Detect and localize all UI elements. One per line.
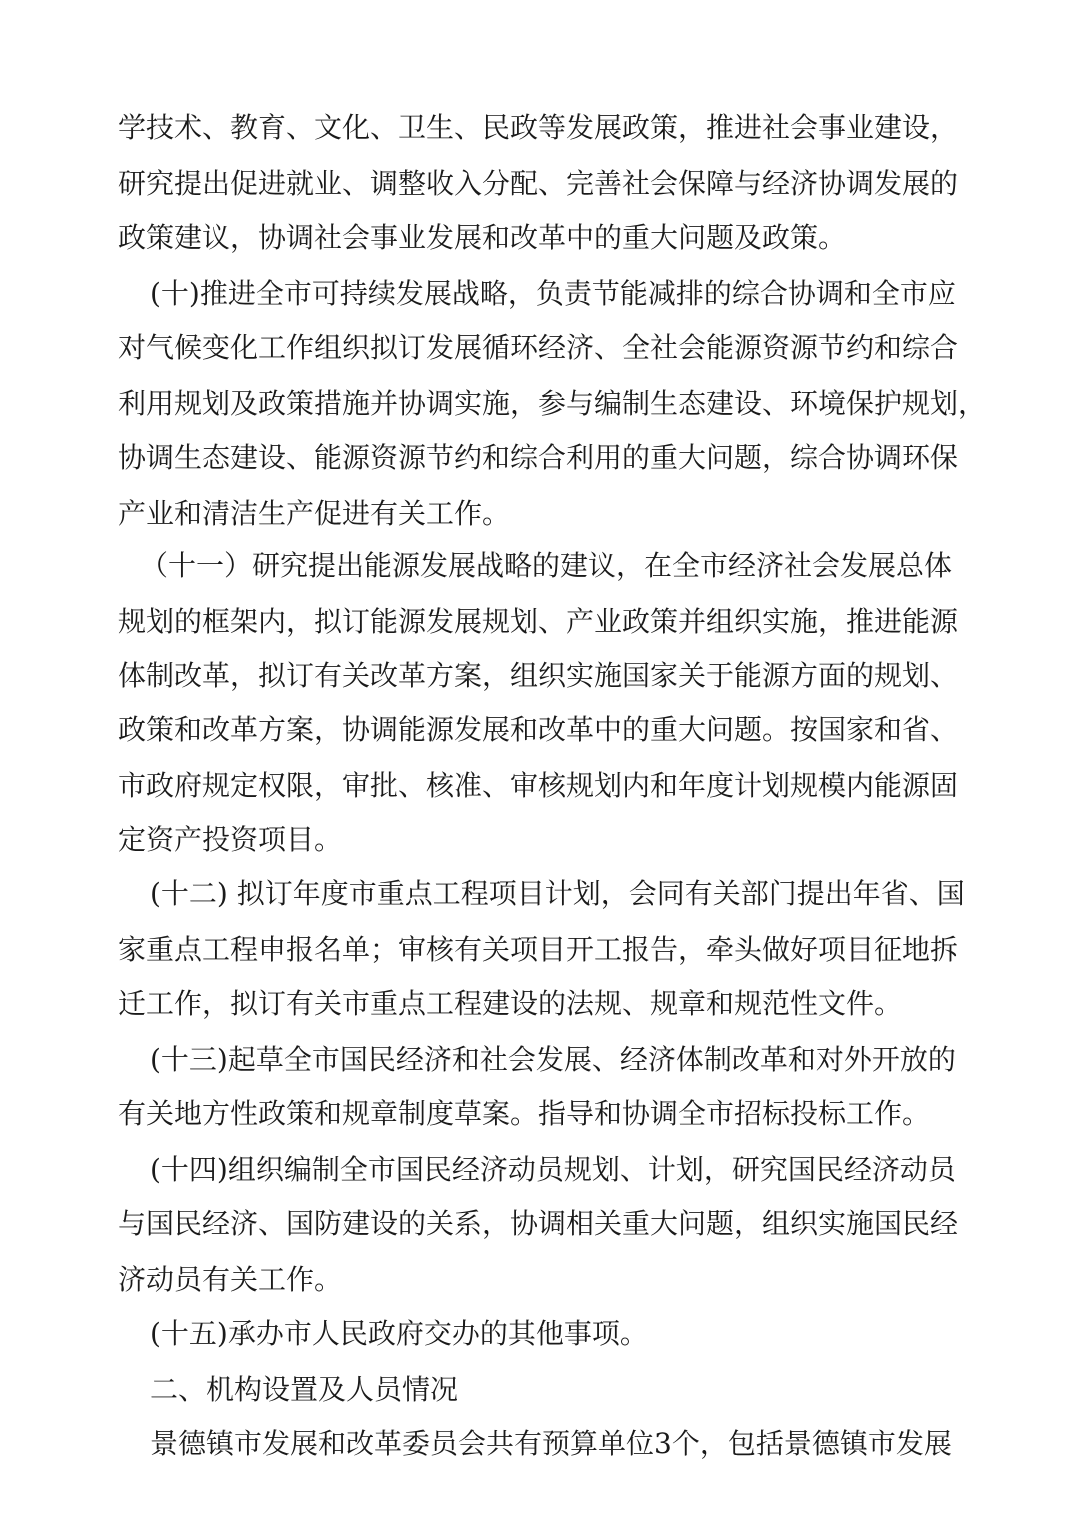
body-text-line: 迁工作，拟订有关市重点工程建设的法规、规章和规范性文件。	[118, 987, 903, 1020]
body-text-line: 定资产投资项目。	[118, 823, 343, 856]
body-text-line: 有关地方性政策和规章制度草案。指导和协调全市招标投标工作。	[118, 1097, 931, 1130]
section-heading: 二、机构设置及人员情况	[150, 1373, 459, 1406]
body-text-line: 对气候变化工作组织拟订发展循环经济、全社会能源资源节约和综合	[118, 331, 959, 364]
body-text-line: 济动员有关工作。	[118, 1263, 343, 1296]
paragraph-first-line: (十五)承办市人民政府交办的其他事项。	[150, 1317, 648, 1350]
body-text-line: 家重点工程申报名单；审核有关项目开工报告，牵头做好项目征地拆	[118, 933, 959, 966]
body-text-line: 体制改革，拟订有关改革方案，组织实施国家关于能源方面的规划、	[118, 659, 959, 692]
paragraph-first-line: (十三)起草全市国民经济和社会发展、经济体制改革和对外开放的	[150, 1043, 956, 1076]
body-text-line: 研究提出促进就业、调整收入分配、完善社会保障与经济协调发展的	[118, 167, 959, 200]
body-text-line: 与国民经济、国防建设的关系，协调相关重大问题，组织实施国民经	[118, 1207, 959, 1240]
body-text-line: 政策建议，协调社会事业发展和改革中的重大问题及政策。	[118, 221, 847, 254]
body-text-line: 利用规划及政策措施并协调实施，参与编制生态建设、环境保护规划，	[118, 387, 987, 420]
paragraph-first-line: (十四)组织编制全市国民经济动员规划、计划，研究国民经济动员	[150, 1153, 956, 1186]
paragraph-first-line: (十)推进全市可持续发展战略，负责节能减排的综合协调和全市应	[150, 277, 956, 310]
body-text-line: 学技术、教育、文化、卫生、民政等发展政策，推进社会事业建设，	[118, 111, 959, 144]
body-text-line: 政策和改革方案，协调能源发展和改革中的重大问题。按国家和省、	[118, 713, 959, 746]
paragraph-first-line: （十一）研究提出能源发展战略的建议，在全市经济社会发展总体	[140, 549, 953, 582]
body-text-line: 规划的框架内，拟订能源发展规划、产业政策并组织实施，推进能源	[118, 605, 959, 638]
body-text-line: 市政府规定权限，审批、核准、审核规划内和年度计划规模内能源固	[118, 769, 959, 802]
paragraph-first-line: (十二) 拟订年度市重点工程项目计划，会同有关部门提出年省、国	[150, 877, 965, 910]
body-text-line: 协调生态建设、能源资源节约和综合利用的重大问题，综合协调环保	[118, 441, 959, 474]
paragraph-first-line: 景德镇市发展和改革委员会共有预算单位3个，包括景德镇市发展	[150, 1427, 952, 1460]
body-text-line: 产业和清洁生产促进有关工作。	[118, 497, 511, 530]
